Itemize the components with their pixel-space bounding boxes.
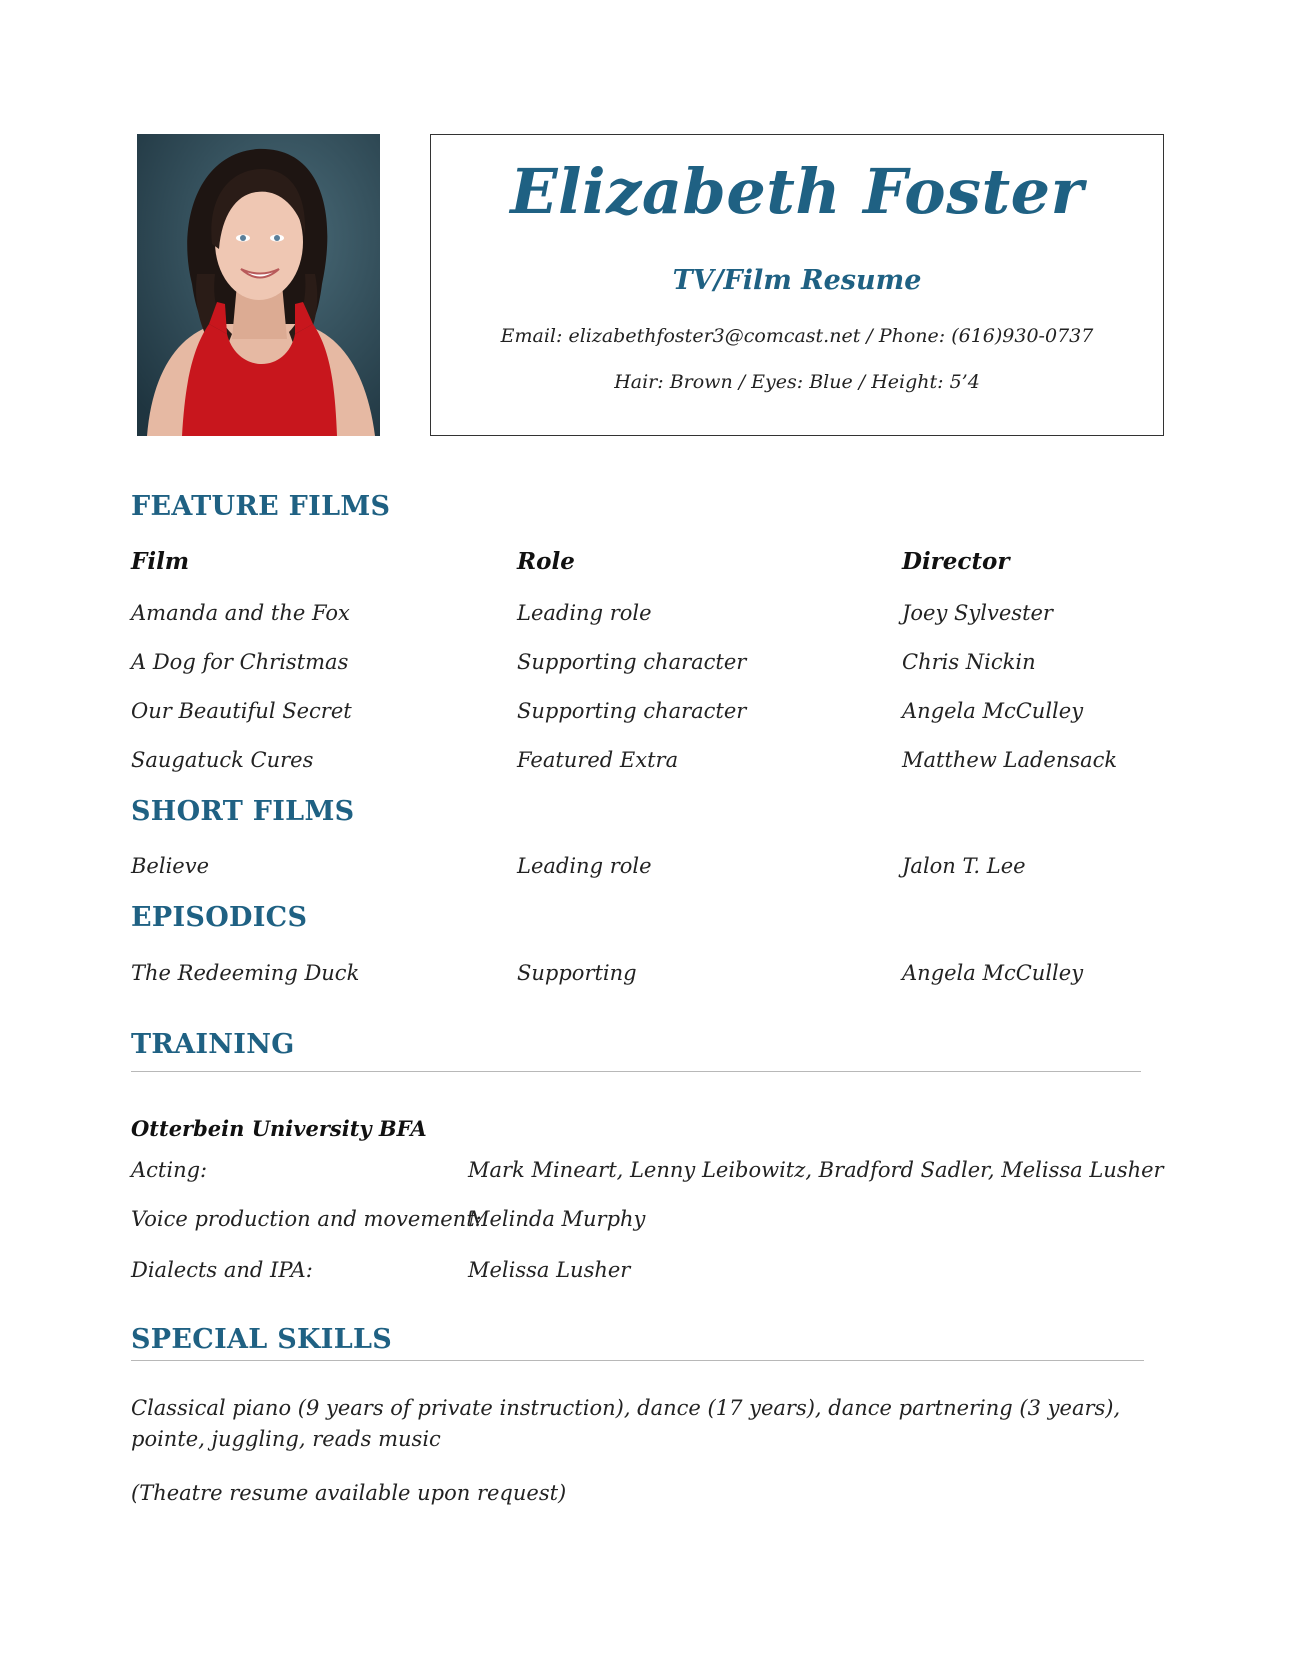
training-instructors: Melissa Lusher bbox=[468, 1258, 631, 1282]
section-heading-feature-films: FEATURE FILMS bbox=[131, 491, 391, 522]
special-skills-divider bbox=[131, 1360, 1144, 1361]
short-film-role: Leading role bbox=[517, 854, 652, 878]
film-title: A Dog for Christmas bbox=[131, 650, 349, 674]
film-director: Angela McCulley bbox=[902, 699, 1084, 723]
special-skills-text: Classical piano (9 years of private instruction), dance (17 years), dance partnering (3 years), pointe, juggling, reads music bbox=[131, 1396, 1121, 1451]
film-title: Our Beautiful Secret bbox=[131, 699, 352, 723]
headshot-photo bbox=[137, 134, 380, 436]
theatre-resume-note: (Theatre resume available upon request) bbox=[131, 1481, 567, 1505]
section-heading-special-skills: SPECIAL SKILLS bbox=[131, 1324, 393, 1355]
title-box bbox=[430, 134, 1164, 436]
training-instructors: Mark Mineart, Lenny Leibowitz, Bradford Sadler, Melissa Lusher bbox=[468, 1158, 1164, 1182]
section-heading-episodics: EPISODICS bbox=[131, 902, 308, 933]
section-heading-training: TRAINING bbox=[131, 1029, 295, 1060]
film-title: Saugatuck Cures bbox=[131, 748, 314, 772]
column-header-role: Role bbox=[517, 548, 575, 575]
short-film-title: Believe bbox=[131, 854, 210, 878]
film-director: Chris Nickin bbox=[902, 650, 1036, 674]
film-role: Supporting character bbox=[517, 650, 747, 674]
training-category: Dialects and IPA: bbox=[131, 1258, 313, 1282]
training-category: Acting: bbox=[131, 1158, 208, 1182]
film-title: Amanda and the Fox bbox=[131, 601, 350, 625]
film-role: Leading role bbox=[517, 601, 652, 625]
film-director: Matthew Ladensack bbox=[902, 748, 1118, 772]
episodic-director: Angela McCulley bbox=[902, 961, 1084, 985]
film-role: Supporting character bbox=[517, 699, 747, 723]
contact-info: Email: elizabethfoster3@comcast.net / Phone: (616)930-0737 bbox=[500, 325, 1094, 347]
training-divider bbox=[131, 1071, 1141, 1072]
column-header-film: Film bbox=[131, 548, 190, 575]
film-role: Featured Extra bbox=[517, 748, 679, 772]
resume-subtitle: TV/Film Resume bbox=[672, 265, 922, 296]
actor-name: Elizabeth Foster bbox=[510, 155, 1084, 228]
column-header-director: Director bbox=[902, 548, 1010, 575]
training-category: Voice production and movement: bbox=[131, 1207, 482, 1231]
section-heading-short-films: SHORT FILMS bbox=[131, 796, 355, 827]
training-instructors: Melinda Murphy bbox=[468, 1207, 646, 1231]
training-school: Otterbein University BFA bbox=[131, 1116, 427, 1141]
short-film-director: Jalon T. Lee bbox=[902, 854, 1026, 878]
episodic-title: The Redeeming Duck bbox=[131, 961, 360, 985]
film-director: Joey Sylvester bbox=[902, 601, 1053, 625]
episodic-role: Supporting bbox=[517, 961, 637, 985]
physical-stats: Hair: Brown / Eyes: Blue / Height: 5’4 bbox=[614, 371, 980, 393]
